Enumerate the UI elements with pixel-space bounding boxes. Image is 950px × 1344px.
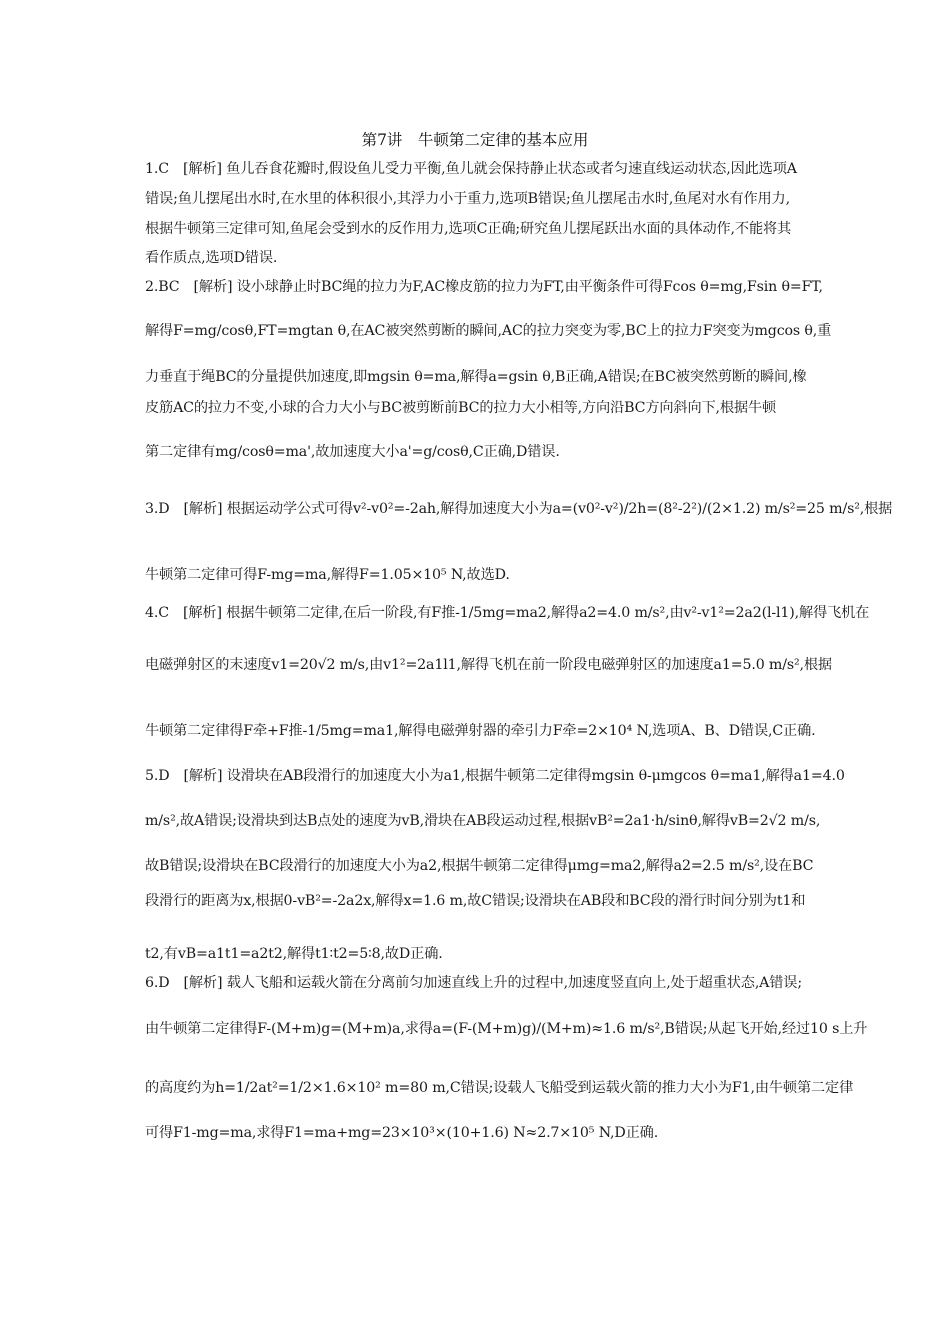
text-line: 根据牛顿第三定律可知,鱼尾会受到水的反作用力,选项C正确;研究鱼儿摆尾跃出水面的具体动作,不能将其 (145, 221, 792, 237)
text-line: 3.D [解析] 根据运动学公式可得v²-v0²=-2ah,解得加速度大小为a=(v0²-v²)/2h=(8²-2²)/(2×1.2) m/s²=25 m/s²,根据 (145, 501, 893, 517)
text-line: 5.D [解析] 设滑块在AB段滑行的加速度大小为a1,根据牛顿第二定律得mgsin θ-μmgcos θ=ma1,解得a1=4.0 (145, 768, 845, 784)
text-line: 电磁弹射区的末速度v1=20√2 m/s,由v1²=2a1l1,解得飞机在前一阶段电磁弹射区的加速度a1=5.0 m/s²,根据 (145, 657, 832, 673)
text-line: 由牛顿第二定律得F-(M+m)g=(M+m)a,求得a=(F-(M+m)g)/(M+m)≈1.6 m/s²,B错误;从起飞开始,经过10 s上升 (145, 1021, 868, 1037)
text-line: 第二定律有mg/cosθ=ma',故加速度大小a'=g/cosθ,C正确,D错误. (145, 444, 560, 460)
text-line: 牛顿第二定律得F牵+F推-1/5mg=ma1,解得电磁弹射器的牵引力F牵=2×10⁴ N,选项A、B、D错误,C正确. (145, 723, 816, 739)
text-line: m/s²,故A错误;设滑块到达B点处的速度为vB,滑块在AB段运动过程,根据vB²=2a1·h/sinθ,解得vB=2√2 m/s, (145, 813, 821, 829)
text-line: 1.C [解析] 鱼儿吞食花瓣时,假设鱼儿受力平衡,鱼儿就会保持静止状态或者匀速直线运动状态,因此选项A (145, 161, 797, 177)
text-line: 牛顿第二定律可得F-mg=ma,解得F=1.05×10⁵ N,故选D. (145, 567, 510, 583)
text-line: 4.C [解析] 根据牛顿第二定律,在后一阶段,有F推-1/5mg=ma2,解得a2=4.0 m/s²,由v²-v1²=2a2(l-l1),解得飞机在 (145, 605, 870, 621)
page-title: 第7讲 牛顿第二定律的基本应用 (361, 131, 589, 149)
text-line: 力垂直于绳BC的分量提供加速度,即mgsin θ=ma,解得a=gsin θ,B正确,A错误;在BC被突然剪断的瞬间,橡 (145, 369, 807, 385)
text-line: 解得F=mg/cosθ,FT=mgtan θ,在AC被突然剪断的瞬间,AC的拉力突变为零,BC上的拉力F突变为mgcos θ,重 (145, 323, 832, 339)
text-line: 的高度约为h=1/2at²=1/2×1.6×10² m=80 m,C错误;设载人飞船受到运载火箭的推力大小为F1,由牛顿第二定律 (145, 1080, 854, 1096)
text-line: 错误;鱼儿摆尾出水时,在水里的体积很小,其浮力小于重力,选项B错误;鱼儿摆尾击水时,鱼尾对水有作用力, (145, 191, 790, 207)
text-line: 6.D [解析] 载人飞船和运载火箭在分离前匀加速直线上升的过程中,加速度竖直向上,处于超重状态,A错误; (145, 975, 802, 991)
text-line: t2,有vB=a1t1=a2t2,解得t1∶t2=5∶8,故D正确. (145, 946, 443, 962)
text-line: 段滑行的距离为x,根据0-vB²=-2a2x,解得x=1.6 m,故C错误;设滑块在AB段和BC段的滑行时间分别为t1和 (145, 893, 806, 909)
text-line: 故B错误;设滑块在BC段滑行的加速度大小为a2,根据牛顿第二定律得μmg=ma2,解得a2=2.5 m/s²,设在BC (145, 858, 814, 874)
text-line: 可得F1-mg=ma,求得F1=ma+mg=23×10³×(10+1.6) N≈2.7×10⁵ N,D正确. (145, 1125, 659, 1141)
text-line: 皮筋AC的拉力不变,小球的合力大小与BC被剪断前BC的拉力大小相等,方向沿BC方向斜向下,根据牛顿 (145, 400, 777, 416)
text-line: 看作质点,选项D错误. (145, 250, 278, 266)
text-line: 2.BC [解析] 设小球静止时BC绳的拉力为F,AC橡皮筋的拉力为FT,由平衡条件可得Fcos θ=mg,Fsin θ=FT, (145, 279, 823, 295)
